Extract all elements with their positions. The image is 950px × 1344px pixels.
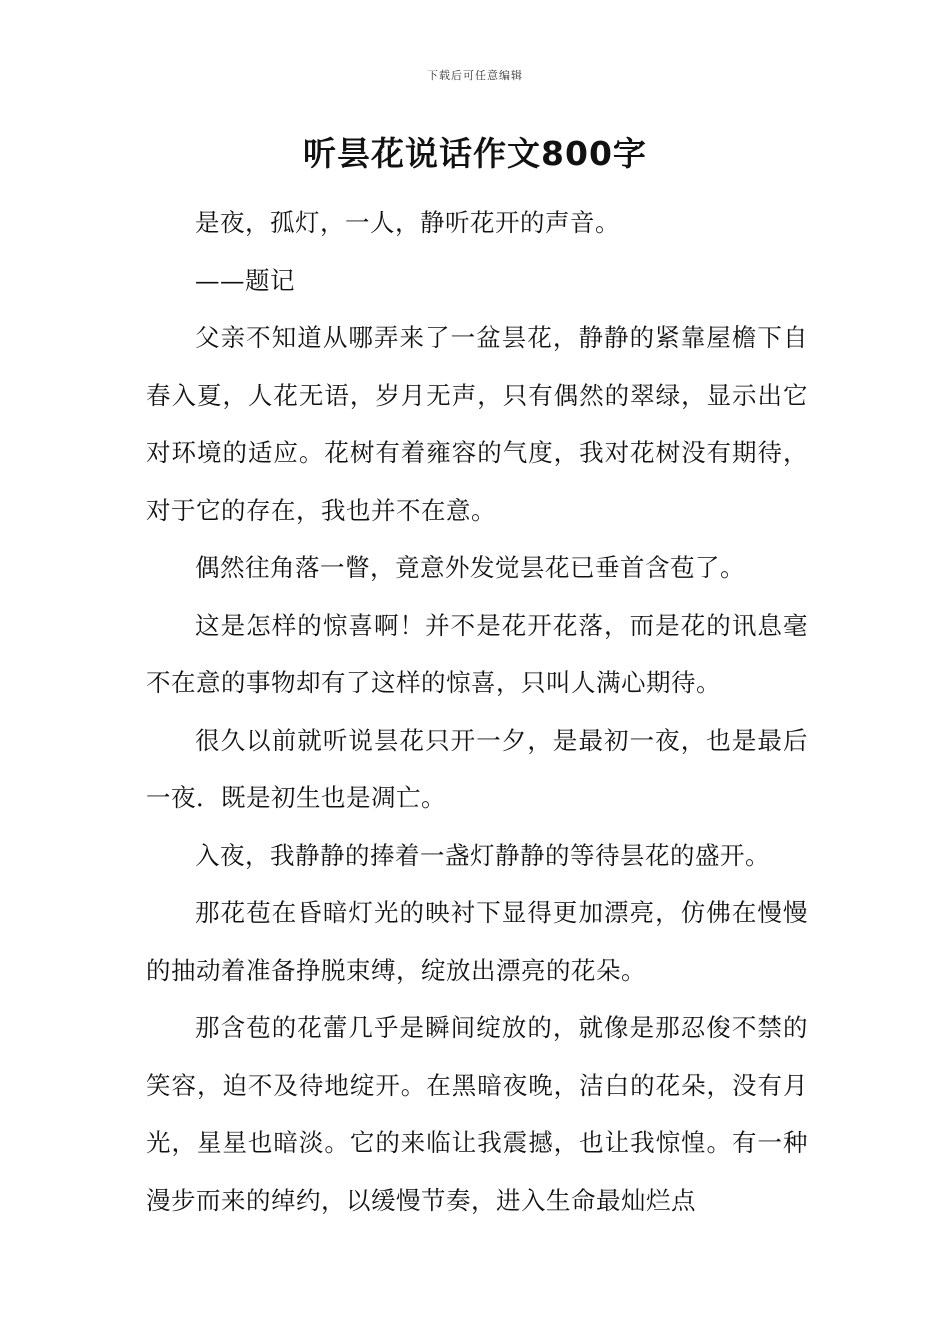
- document-body: [146, 194, 808, 1229]
- paragraph-5: 很久以前就听说昙花只开一夕，是最初一夜，也是最后一夜．既是初生也是凋亡。: [146, 725, 808, 812]
- document-title: 听昙花说话作文800字: [303, 134, 647, 173]
- paragraph-7: 那花苞在昏暗灯光的映衬下显得更加漂亮，仿佛在慢慢的抽动着准备挣脱束缚，绽放出漂亮的花朵。: [146, 898, 808, 985]
- paragraph-6: 入夜，我静静的捧着一盏灯静静的等待昙花的盛开。: [195, 840, 770, 870]
- paragraph-epigraph-source: ——题记: [195, 265, 295, 295]
- paragraph-3: 偶然往角落一瞥，竟意外发觉昙花已垂首含苞了。: [195, 553, 745, 582]
- paragraph-8: 那含苞的花蕾几乎是瞬间绽放的，就像是那忍俊不禁的笑容，迫不及待地绽开。在黑暗夜晚，洁白的花朵，没有月光，星星也暗淡。它的来临让我震撼，也让我惊惶。有一种漫步而来的绰约，以缓慢节奏，进入生命最灿烂点: [146, 1013, 808, 1215]
- page-header-note: 下载后可任意编辑: [427, 69, 523, 82]
- paragraph-4: 这是怎样的惊喜啊！并不是花开花落，而是花的讯息毫不在意的事物却有了这样的惊喜，只叫人满心期待。: [146, 610, 808, 697]
- paragraph-2: 父亲不知道从哪弄来了一盆昙花，静静的紧靠屋檐下自春入夏，人花无语，岁月无声，只有偶然的翠绿，显示出它对环境的适应。花树有着雍容的气度，我对花树没有期待，对于它的存在，我也并不在意。: [146, 323, 808, 525]
- paragraph-1: 是夜，孤灯，一人，静听花开的声音。: [195, 208, 620, 237]
